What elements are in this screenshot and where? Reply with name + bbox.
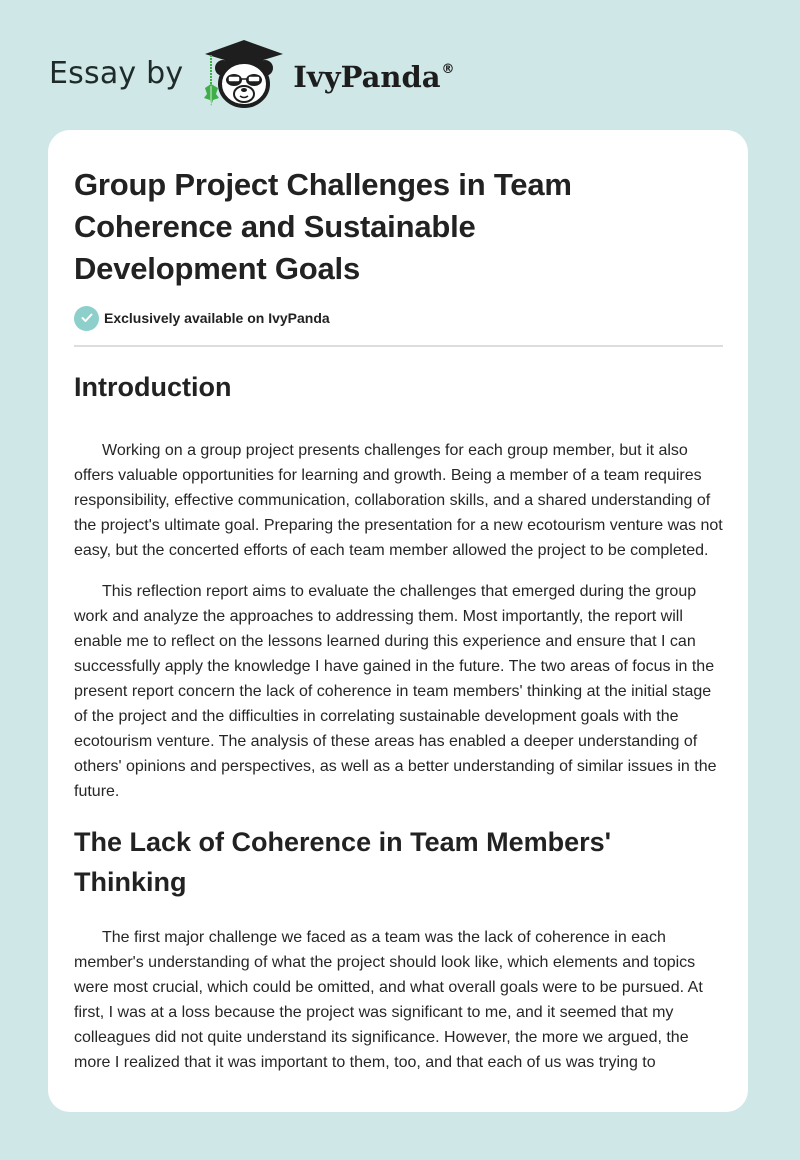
site-header-logo[interactable] [49,34,455,110]
paragraph: The first major challenge we faced as a team was the lack of coherence in each member's understanding of what the project should look like, which elements and topics were most crucial, which could be omitted, and what overall goals were to be pursued. At first, I was at a loss because the project was significant to me, and it seemed that my colleagues did not quite understand its significance. However, the more we argued, the more I realized that it was important to them, too, and that each of us was trying to [74,929,703,1071]
brand-name [293,60,454,94]
brand-prefix: Essay by [49,55,184,91]
essay-card [48,130,748,1112]
paragraph: Working on a group project presents challenges for each group member, but it also offers valuable opportunities for learning and growth. Being a member of a team requires responsibility, effective communication, collaboration skills, and a shared understanding of the project's ultimate goal. Preparing the presentation for a new ecotourism venture was not easy, but the concerted efforts of each team member allowed the project to be completed. [74,442,723,559]
exclusive-badge [74,305,722,331]
brand-name-text: IvyPanda [293,60,441,94]
exclusive-badge-text: Exclusively available on IvyPanda [104,310,330,326]
title-divider [74,345,723,347]
registered-mark: ® [441,62,455,77]
paragraph: This reflection report aims to evaluate the challenges that emerged during the group work and analyze the approaches to addressing them. Most importantly, the report will enable me to reflect on the lessons learned during this experience and ensure that I can successfully apply the knowledge I have gained in the future. The two areas of focus in the present report concern the lack of coherence in team members' thinking at the initial stage of the project and the difficulties in correlating sustainable development goals with the ecotourism venture. The analysis of these areas has enabled a deeper understanding of others' opinions and perspectives, as well as a better understanding of similar issues in the future. [74,583,717,800]
essay-title: Group Project Challenges in Team Coherence and Sustainable Development Goals [74,167,572,286]
section-heading-introduction: Introduction [74,372,232,402]
check-circle-icon [74,306,99,331]
section-heading-lack-of-coherence: The Lack of Coherence in Team Members' Thinking [74,827,612,897]
panda-graduate-icon [201,34,287,110]
